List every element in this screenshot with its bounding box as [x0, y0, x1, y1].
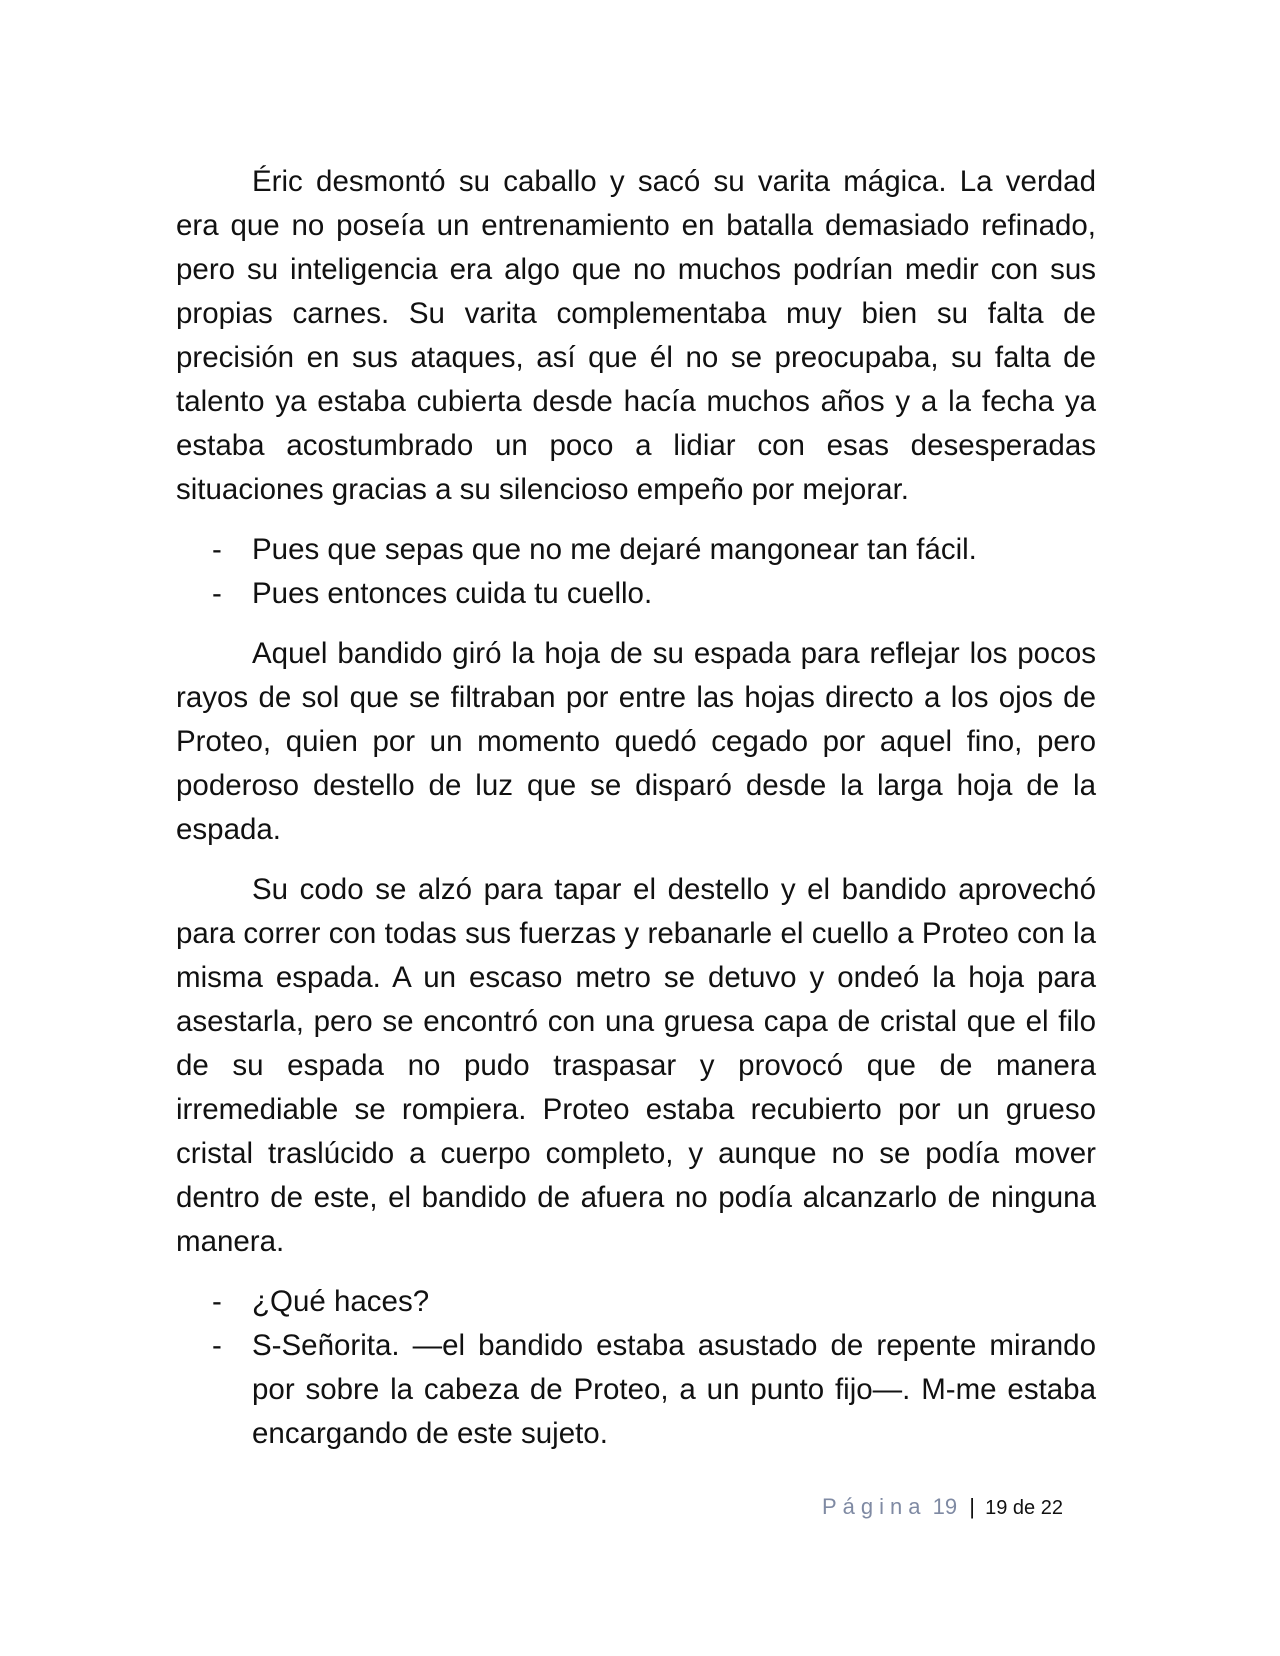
dialogue-text: Pues entonces cuida tu cuello. [252, 577, 653, 610]
dialogue-dash: - [212, 1329, 222, 1362]
dialogue-line [176, 528, 1096, 572]
paragraph: Éric desmontó su caballo y sacó su varita mágica. La verdad era que no poseía un entrenamiento en batalla demasiado refinado, pero su inteligencia era algo que no muchos podrían medir con sus propias carnes. Su varita complementaba muy bien su falta de precisión en sus ataques, así que él no se preocupaba, su falta de talento ya estaba cubierta desde hacía muchos años y a la fecha ya estaba acostumbrado un poco a lidiar con esas desesperadas situaciones gracias a su silencioso empeño por mejorar. [176, 165, 1096, 506]
dialogue-dash: - [212, 1285, 222, 1318]
footer-separator: | [969, 1494, 975, 1519]
page-label: Página [822, 1494, 927, 1519]
dialogue-line [176, 1324, 1096, 1456]
body-text [176, 160, 1096, 1472]
page-number: 19 [932, 1494, 958, 1519]
page-footer [822, 1492, 1063, 1523]
paragraph: Su codo se alzó para tapar el destello y el bandido aprovechó para correr con todas sus fuerzas y rebanarle el cuello a Proteo con la misma espada. A un escaso metro se detuvo y ondeó la hoja para asestarla, pero se encontró con una gruesa capa de cristal que el filo de su espada no pudo traspasar y provocó que de manera irremediable se rompiera. Proteo estaba recubierto por un grueso cristal traslúcido a cuerpo completo, y aunque no se podía mover dentro de este, el bandido de afuera no podía alcanzarlo de ninguna manera. [176, 873, 1096, 1258]
paragraph: Aquel bandido giró la hoja de su espada para reflejar los pocos rayos de sol que se filtraban por entre las hojas directo a los ojos de Proteo, quien por un momento quedó cegado por aquel fino, pero poderoso destello de luz que se disparó desde la larga hoja de la espada. [176, 637, 1096, 846]
dialogue-text: ¿Qué haces? [252, 1285, 430, 1318]
dialogue-dash: - [212, 577, 222, 610]
page-count: 19 de 22 [985, 1497, 1063, 1519]
dialogue-list [176, 1280, 1096, 1456]
dialogue-list [176, 528, 1096, 616]
dialogue-text: S-Señorita. —el bandido estaba asustado de repente mirando por sobre la cabeza de Proteo, a un punto fijo—. M-me estaba encargando de este sujeto. [252, 1329, 1096, 1450]
dialogue-dash: - [212, 533, 222, 566]
dialogue-line [176, 572, 1096, 616]
dialogue-text: Pues que sepas que no me dejaré mangonear tan fácil. [252, 533, 977, 566]
dialogue-line [176, 1280, 1096, 1324]
